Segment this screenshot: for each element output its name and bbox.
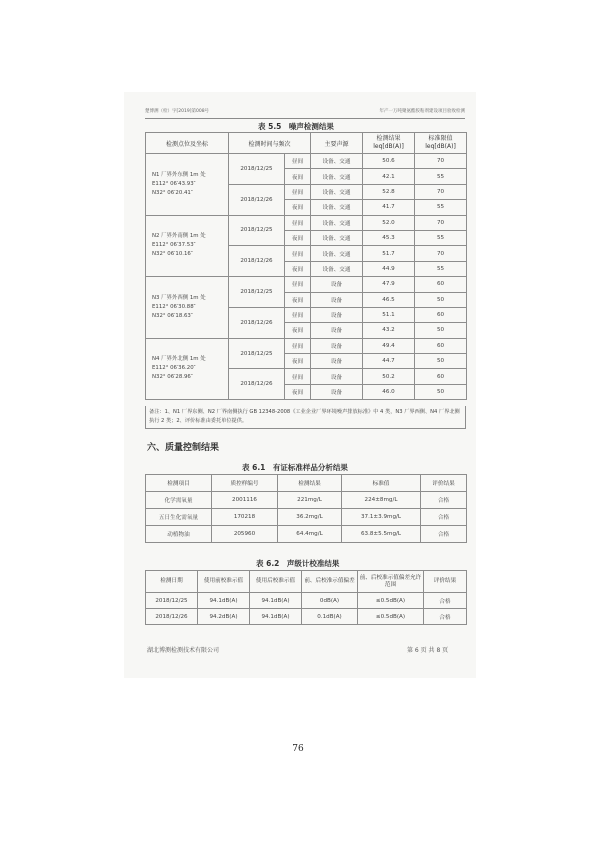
limit-cell: 60 xyxy=(415,338,467,353)
col-header-time: 检测时间与频次 xyxy=(229,133,311,154)
source-cell: 设备 xyxy=(311,292,363,307)
limit-cell: 50 xyxy=(415,384,467,399)
source-cell: 设备 xyxy=(311,369,363,384)
source-cell: 设备、交通 xyxy=(311,184,363,199)
col-header-before: 使用前校准示值 xyxy=(198,571,250,593)
location-n: N32° 06′10.16″ xyxy=(152,251,193,258)
limit-cell: 50 xyxy=(415,323,467,338)
result-cell: 45.3 xyxy=(363,230,415,245)
qc-number-cell: 170218 xyxy=(212,509,278,526)
qc-number-cell: 2001116 xyxy=(212,492,278,509)
col-header-deviation: 前、后校准示值偏差 xyxy=(302,571,358,593)
date-cell: 2018/12/25 xyxy=(229,277,285,308)
source-cell: 设备、交通 xyxy=(311,200,363,215)
period-cell: 夜间 xyxy=(285,354,311,369)
period-cell: 昼间 xyxy=(285,246,311,261)
period-cell: 昼间 xyxy=(285,184,311,199)
period-cell: 昼间 xyxy=(285,338,311,353)
before-cell: 94.1dB(A) xyxy=(198,593,250,609)
before-cell: 94.2dB(A) xyxy=(198,609,250,625)
period-cell: 昼间 xyxy=(285,277,311,292)
date-cell: 2018/12/26 xyxy=(229,246,285,277)
after-cell: 94.1dB(A) xyxy=(250,593,302,609)
period-cell: 昼间 xyxy=(285,369,311,384)
limit-cell: 55 xyxy=(415,230,467,245)
evaluation-cell: 合格 xyxy=(424,593,467,609)
col-header-after: 使用后校准示值 xyxy=(250,571,302,593)
col-header-standard: 标准值 xyxy=(342,475,421,492)
source-cell: 设备 xyxy=(311,277,363,292)
period-cell: 夜间 xyxy=(285,323,311,338)
limit-cell: 55 xyxy=(415,169,467,184)
period-cell: 夜间 xyxy=(285,384,311,399)
location-n: N32° 06′18.63″ xyxy=(152,312,193,319)
page-number: 76 xyxy=(292,744,304,754)
result-cell: 52.0 xyxy=(363,215,415,230)
source-cell: 设备 xyxy=(311,384,363,399)
col-header-qc-number: 质控样编号 xyxy=(212,475,278,492)
result-cell: 64.4mg/L xyxy=(278,526,342,543)
table-row xyxy=(146,277,467,292)
result-cell: 47.9 xyxy=(363,277,415,292)
location-cell xyxy=(146,338,229,400)
source-cell: 设备 xyxy=(311,354,363,369)
table-5-5-caption: 表 5.5 噪声检测结果 xyxy=(258,122,334,131)
result-cell: 49.4 xyxy=(363,338,415,353)
source-cell: 设备 xyxy=(311,307,363,322)
standard-cell: 63.8±5.5mg/L xyxy=(342,526,421,543)
standard-sample-body xyxy=(146,492,467,543)
result-cell: 43.2 xyxy=(363,323,415,338)
date-cell: 2018/12/26 xyxy=(146,609,198,625)
location-name: N3 厂界外西侧 1m 处 xyxy=(152,294,206,301)
date-cell: 2018/12/25 xyxy=(229,338,285,369)
location-e: E112° 06′43.93″ xyxy=(152,180,196,187)
location-n: N32° 06′28.96″ xyxy=(152,374,193,381)
source-cell: 设备、交通 xyxy=(311,230,363,245)
period-cell: 夜间 xyxy=(285,292,311,307)
report-number: 楚博测（检）字[2019]第008号 xyxy=(145,109,210,114)
col-header-result: 检测结果 leq[dB(A)] xyxy=(363,133,415,154)
result-cell: 50.6 xyxy=(363,154,415,169)
section-title: 六、质量控制结果 xyxy=(147,443,220,453)
result-cell: 44.7 xyxy=(363,354,415,369)
source-cell: 设备、交通 xyxy=(311,154,363,169)
result-cell: 41.7 xyxy=(363,200,415,215)
footer-company: 湖北博测检测技术有限公司 xyxy=(147,647,220,654)
calibration-body xyxy=(146,593,467,625)
location-e: E112° 06′36.20″ xyxy=(152,365,196,372)
standard-sample-table xyxy=(145,474,467,543)
noise-results-table xyxy=(145,132,467,400)
col-header-evaluation: 评价结果 xyxy=(421,475,467,492)
limit-cell: 50 xyxy=(415,354,467,369)
project-title: 年产一万吨聚氨酯胶粘剂建设项目验收检测 xyxy=(379,109,465,114)
result-cell: 36.2mg/L xyxy=(278,509,342,526)
result-cell: 46.0 xyxy=(363,384,415,399)
limit-cell: 70 xyxy=(415,184,467,199)
result-cell: 42.1 xyxy=(363,169,415,184)
deviation-cell: 0.1dB(A) xyxy=(302,609,358,625)
evaluation-cell: 合格 xyxy=(421,526,467,543)
deviation-cell: 0dB(A) xyxy=(302,593,358,609)
evaluation-cell: 合格 xyxy=(424,609,467,625)
table-row xyxy=(146,154,467,169)
col-header-item: 检测项目 xyxy=(146,475,212,492)
footer-page: 第 6 页 共 8 页 xyxy=(407,647,449,654)
col-header-date: 检测日期 xyxy=(146,571,198,593)
limit-cell: 60 xyxy=(415,369,467,384)
period-cell: 夜间 xyxy=(285,200,311,215)
location-name: N1 厂界外东侧 1m 处 xyxy=(152,171,206,178)
limit-cell: 70 xyxy=(415,154,467,169)
col-header-result: 检测结果 xyxy=(278,475,342,492)
limit-cell: 70 xyxy=(415,246,467,261)
limit-cell: 55 xyxy=(415,200,467,215)
period-cell: 昼间 xyxy=(285,215,311,230)
result-cell: 221mg/L xyxy=(278,492,342,509)
period-cell: 夜间 xyxy=(285,230,311,245)
table-row xyxy=(146,338,467,353)
limit-cell: 70 xyxy=(415,215,467,230)
location-cell xyxy=(146,154,229,216)
noise-results-body xyxy=(146,154,467,400)
date-cell: 2018/12/26 xyxy=(229,307,285,338)
col-header-source: 主要声源 xyxy=(311,133,363,154)
source-cell: 设备 xyxy=(311,338,363,353)
source-cell: 设备、交通 xyxy=(311,246,363,261)
result-cell: 44.9 xyxy=(363,261,415,276)
result-cell: 51.7 xyxy=(363,246,415,261)
date-cell: 2018/12/25 xyxy=(146,593,198,609)
location-name: N2 厂界外南侧 1m 处 xyxy=(152,233,206,240)
table-6-1-caption: 表 6.1 有证标准样品分析结果 xyxy=(242,463,348,472)
period-cell: 夜间 xyxy=(285,169,311,184)
date-cell: 2018/12/25 xyxy=(229,154,285,185)
limit-cell: 60 xyxy=(415,277,467,292)
table-row xyxy=(146,215,467,230)
date-cell: 2018/12/26 xyxy=(229,184,285,215)
col-header-location: 检测点位及坐标 xyxy=(146,133,229,154)
evaluation-cell: 合格 xyxy=(421,509,467,526)
date-cell: 2018/12/25 xyxy=(229,215,285,246)
table-row xyxy=(146,526,467,543)
period-cell: 夜间 xyxy=(285,261,311,276)
result-cell: 51.1 xyxy=(363,307,415,322)
item-cell: 动植物油 xyxy=(146,526,212,543)
col-header-limit: 标准限值 leq[dB(A)] xyxy=(415,133,467,154)
result-cell: 52.8 xyxy=(363,184,415,199)
col-header-evaluation: 评价结果 xyxy=(424,571,467,593)
location-e: E112° 06′30.88″ xyxy=(152,303,196,310)
table-row xyxy=(146,509,467,526)
qc-number-cell: 205960 xyxy=(212,526,278,543)
standard-cell: 37.1±3.9mg/L xyxy=(342,509,421,526)
period-cell: 昼间 xyxy=(285,307,311,322)
after-cell: 94.1dB(A) xyxy=(250,609,302,625)
item-cell: 五日生化需氧量 xyxy=(146,509,212,526)
location-cell xyxy=(146,277,229,339)
page-header xyxy=(145,106,465,119)
allowed-cell: ≤0.5dB(A) xyxy=(358,609,424,625)
table-row xyxy=(146,492,467,509)
source-cell: 设备 xyxy=(311,323,363,338)
limit-cell: 50 xyxy=(415,292,467,307)
standard-cell: 224±8mg/L xyxy=(342,492,421,509)
calibration-table xyxy=(145,570,467,625)
col-header-allowed: 前、后校准示值偏差允许范围 xyxy=(358,571,424,593)
source-cell: 设备、交通 xyxy=(311,215,363,230)
item-cell: 化学需氧量 xyxy=(146,492,212,509)
source-cell: 设备、交通 xyxy=(311,169,363,184)
date-cell: 2018/12/26 xyxy=(229,369,285,400)
location-n: N32° 06′20.41″ xyxy=(152,189,193,196)
table-row xyxy=(146,593,467,609)
allowed-cell: ≤0.5dB(A) xyxy=(358,593,424,609)
limit-cell: 60 xyxy=(415,307,467,322)
limit-cell: 55 xyxy=(415,261,467,276)
table-6-2-caption: 表 6.2 声级计校准结果 xyxy=(256,559,340,568)
period-cell: 昼间 xyxy=(285,154,311,169)
table-5-5-note: 备注：1、N1 厂界东侧、N2 厂界南侧执行 GB 12348-2008《工业企业厂界环境噪声排放标准》中 4 类，N3 厂界西侧、N4 厂界北侧执行 2 类；2、评价标准由委托单位提供。 xyxy=(145,406,466,429)
result-cell: 50.2 xyxy=(363,369,415,384)
location-name: N4 厂界外北侧 1m 处 xyxy=(152,356,206,363)
table-row xyxy=(146,609,467,625)
source-cell: 设备、交通 xyxy=(311,261,363,276)
location-e: E112° 06′37.53″ xyxy=(152,242,196,249)
evaluation-cell: 合格 xyxy=(421,492,467,509)
result-cell: 46.5 xyxy=(363,292,415,307)
location-cell xyxy=(146,215,229,277)
